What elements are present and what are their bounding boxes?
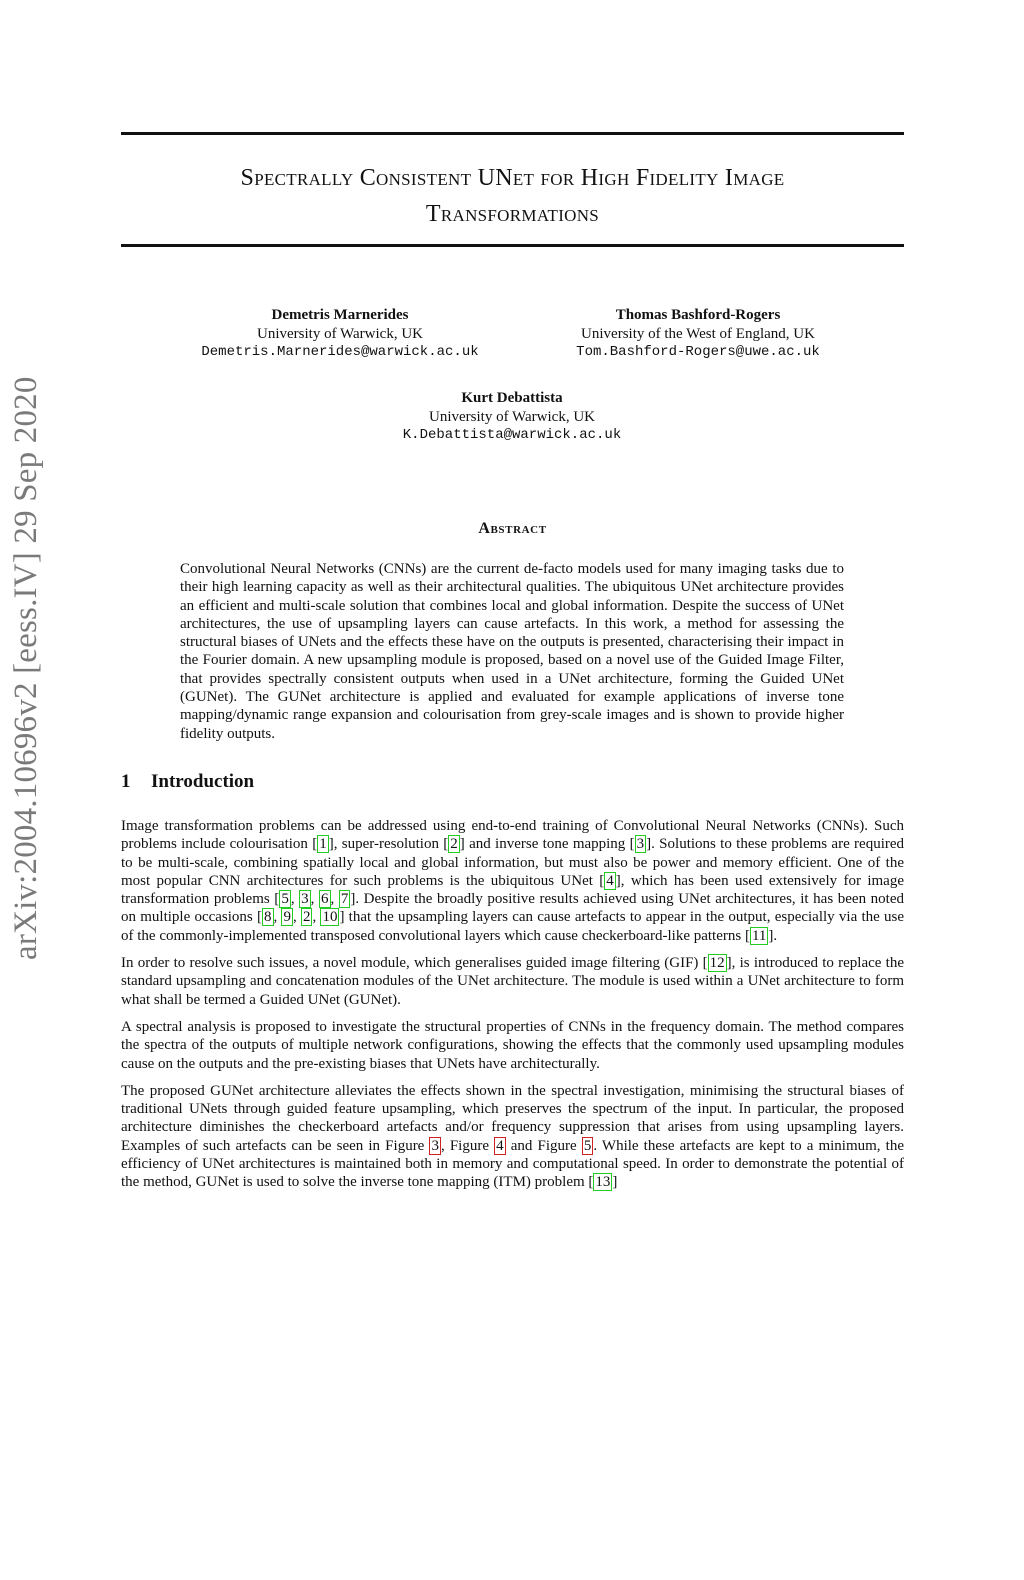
citation-link[interactable]: 6 [321,891,329,908]
citation-link[interactable]: 4 [606,872,614,889]
citation-link[interactable]: 9 [283,909,291,926]
citation-link[interactable]: 2 [450,836,458,853]
author-name: Demetris Marnerides [271,307,409,323]
title-line-1: Spectrally Consistent UNet for High Fidelity Image [240,165,785,191]
citation-link[interactable]: 1 [319,836,327,853]
arxiv-stamp [8,376,48,1580]
section-heading [121,771,254,793]
author-affiliation: University of the West of England, UK [581,325,815,342]
text-run: ], which has been used extensively for image transformation problems [ [121,872,905,908]
paragraph-1: Image transformation problems can be addressed using end-to-end training of Convolutional Neural Networks (CNNs). Such problems include colourisation [ 1 ], super-resolution [ 2 ] and inverse tone mapping [ 3 ]. Solutions to these problems are required to be multi-scale, combining spatially local and global information, but must also be power and memory efficient. One of the most popular CNN architectures for such problems is the ubiquitous UNet [ 4 ], which has been used extensively for image transformation problems [ 5 , 3 , 6 , 7 ]. Despite the broadly positive results achieved using UNet architectures, it has been noted on multiple occasions [ 8 , 9 , 2 , 10 ] that the upsampling layers can cause artefacts to appear in the output, especially via the use of the commonly-implemented transposed convolutional layers which cause checkerboard-like patterns [ 11 ]. [121,818,905,944]
author-block-3 [362,389,662,445]
abstract-text: Convolutional Neural Networks (CNNs) are the current de-facto models used for many imaging tasks due to their high learning capacity as well as their architectural qualities. The ubiquitous UNet architecture provides an efficient and multi-scale solution that combines local and global information. Despite the success of UNet architectures, the use of upsampling layers can cause artefacts. In this work, a method for assessing the structural biases of UNets and the effects these have on the outputs is presented, characterising their impact in the Fourier domain. A new upsampling module is proposed, based on a novel use of the Guided Image Filter, that provides spectrally consistent outputs when used in a UNet architecture, forming the Guided UNet (GUNet). The GUNet architecture is applied and evaluated for example applications of inverse tone mapping/dynamic range expansion and colourisation from grey-scale images and is shown to provide higher fidelity outputs. [180,561,844,742]
citation-link[interactable]: 11 [751,927,767,944]
title-rule-top [121,132,904,135]
figure-link[interactable]: 4 [496,1137,504,1154]
citation-link[interactable]: 12 [709,955,725,972]
paper-title [121,160,904,232]
author-name: Kurt Debattista [461,390,563,406]
text-run: ]. Solutions to these problems are required to be multi-scale, combining spatially local and global information, but must also be power and memory efficient. One of the most popular CNN architectures for such problems is the ubiquitous UNet [ [121,836,905,889]
text-run: ]. [768,927,778,944]
abstract-heading: Abstract [478,520,547,537]
text-run: , Figure [440,1137,495,1154]
author-affiliation: University of Warwick, UK [257,325,423,342]
text-run: ] [612,1174,618,1191]
section-title: Introduction [151,771,255,792]
text-run: ], super-resolution [ [328,836,449,853]
citation-link[interactable]: 3 [636,836,645,853]
section-body [121,817,904,1201]
text-run: The proposed GUNet architecture alleviates the effects shown in the spectral investigation, minimising the structural biases of traditional UNets through guided feature upsampling, which preserves the spectrum of the input. In particular, the proposed architecture diminishes the checkerboard artefacts and/or frequency suppression that arises from using upsampling layers. Examples of such artefacts can be seen in Figure [121,1082,904,1154]
citation-link[interactable]: 8 [264,909,272,926]
citation-link[interactable]: 10 [322,909,338,926]
paragraph-3: A spectral analysis is proposed to investigate the structural properties of CNNs in the frequency domain. The method compares the spectra of the outputs of multiple network configurations, showing the effects that the commonly used upsampling modules cause on the outputs and the pre-existing biases that UNets have architecturally. [121,1018,904,1072]
citation-link[interactable]: 3 [301,891,309,908]
author-block-2 [548,306,848,362]
author-email[interactable]: Demetris.Marnerides@warwick.ac.uk [201,344,479,360]
text-run: In order to resolve such issues, a novel module, which generalises guided image filtering (GIF) [ [121,955,708,972]
text-run: . While these artefacts are kept to a minimum, the efficiency of UNet architectures is maintained both in memory and computational speed. In order to demonstrate the potential of the method, GUNet is used to solve the inverse tone mapping (ITM) problem [ [121,1137,904,1191]
figure-link[interactable]: 3 [431,1137,439,1154]
paragraph-4 [121,1082,904,1192]
text-run: ]. Despite the broadly positive results achieved using UNet architectures, it has been noted on multiple occasions [ [121,891,904,926]
author-email[interactable]: Tom.Bashford-Rogers@uwe.ac.uk [576,344,820,360]
text-run: ] and inverse tone mapping [ [459,836,635,853]
arxiv-stamp-text: arXiv:2004.10696v2 [eess.IV] 29 Sep 2020 [8,376,44,960]
section-number: 1 [121,771,131,792]
author-email[interactable]: K.Debattista@warwick.ac.uk [402,427,622,443]
text-run: ] that the upsampling layers can cause artefacts to appear in the output, especially via the use of the commonly-implemented transposed convolutional layers which cause checkerboard-like patterns [ [121,909,905,944]
text-run: ], is introduced to replace the standard upsampling and concatenation modules of the UNet architecture. The module is used within a UNet architecture to form what shall be termed a Guided UNet (GUNet). [121,955,904,1008]
citation-link[interactable]: 13 [595,1174,611,1191]
paragraph-2 [121,954,904,1009]
author-block-1 [190,306,490,362]
text-run: and Figure [505,1137,582,1154]
title-line-2: Transformations [425,201,600,227]
author-affiliation: University of Warwick, UK [429,408,595,425]
author-name: Thomas Bashford-Rogers [615,307,781,323]
citation-link[interactable]: 7 [340,891,349,908]
figure-link[interactable]: 5 [583,1137,592,1154]
title-rule-bottom [121,244,904,247]
citation-link[interactable]: 2 [302,909,311,926]
citation-link[interactable]: 5 [281,891,289,908]
text-run: Image transformation problems can be addressed using end-to-end training of Convolutional Neural Networks (CNNs). Such problems include colourisation [ [121,818,904,853]
